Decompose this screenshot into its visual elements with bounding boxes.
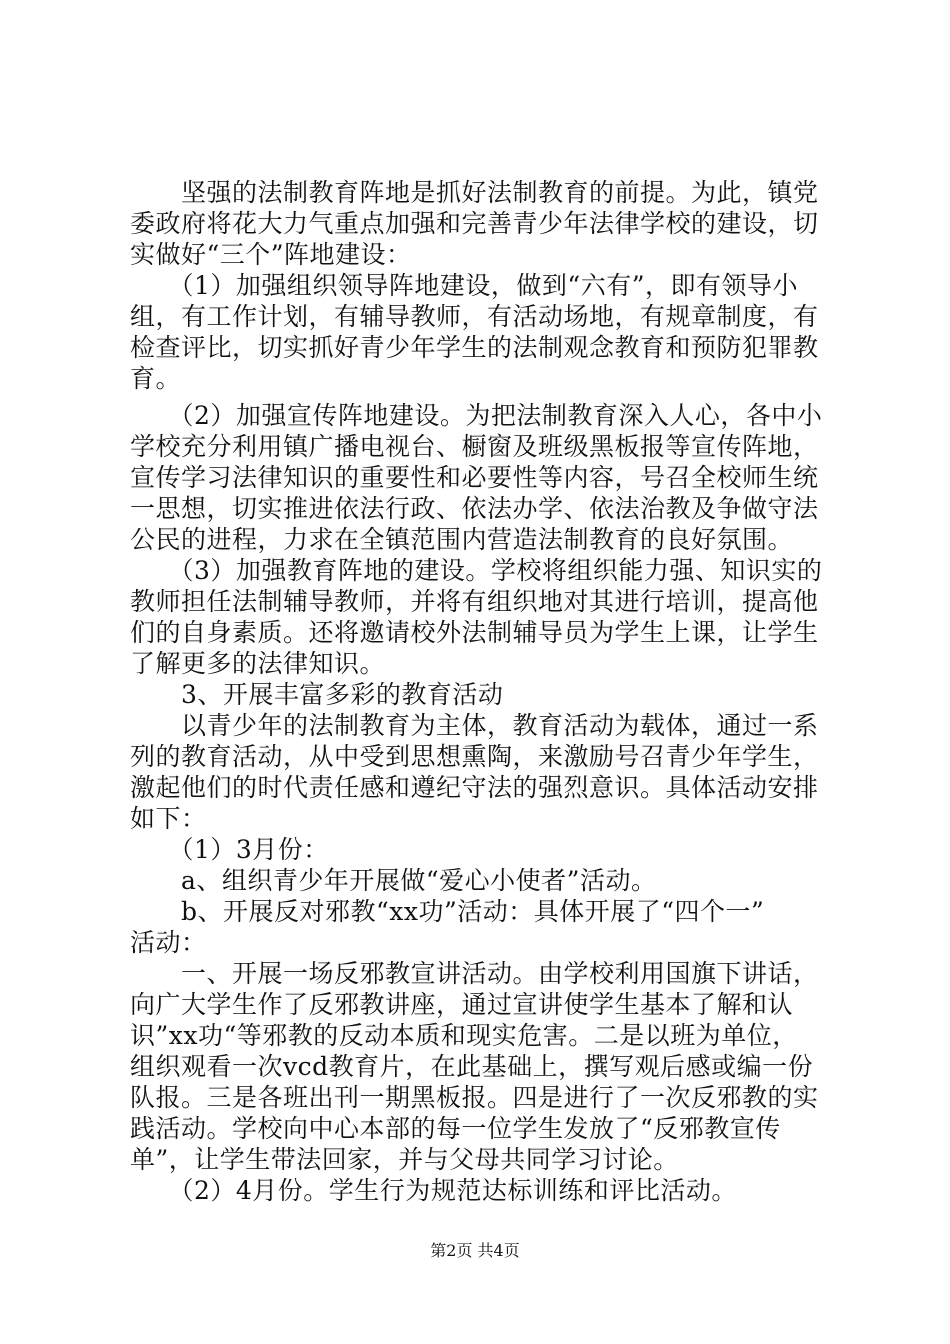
text-line: 一思想，切实推进依法行政、依法办学、依法治教及争做守法 <box>130 494 819 523</box>
text-line: 践活动。学校向中心本部的每一位学生发放了“反邪教宣传 <box>130 1114 781 1143</box>
text-line: 以青少年的法制教育为主体，教育活动为载体，通过一系 <box>130 711 819 740</box>
section-heading: 3、开展丰富多彩的教育活动 <box>130 680 504 709</box>
text-line: 激起他们的时代责任感和遵纪守法的强烈意识。具体活动安排 <box>130 773 819 802</box>
text-line: 检查评比，切实抓好青少年学生的法制观念教育和预防犯罪教 <box>130 333 819 362</box>
text-line: 育。 <box>130 364 182 393</box>
text-line: 学校充分利用镇广播电视台、橱窗及班级黑板报等宣传阵地， <box>130 432 819 461</box>
text-line: 列的教育活动，从中受到思想熏陶，来激励号召青少年学生， <box>130 742 819 771</box>
text-line: （2）4月份。学生行为规范达标训练和评比活动。 <box>130 1176 737 1205</box>
text-line: 委政府将花大力气重点加强和完善青少年法律学校的建设，切 <box>130 209 819 238</box>
text-line: 向广大学生作了反邪教讲座，通过宣讲使学生基本了解和认 <box>130 990 794 1019</box>
text-line: 一、开展一场反邪教宣讲活动。由学校利用国旗下讲话， <box>130 959 819 988</box>
text-line: b、开展反对邪教“xx功”活动：具体开展了“四个一” <box>130 897 765 926</box>
document-body <box>130 177 830 1206</box>
text-line: 公民的进程，力求在全镇范围内营造法制教育的良好氛围。 <box>130 525 794 554</box>
text-line: 单”，让学生带法回家，并与父母共同学习讨论。 <box>130 1145 679 1174</box>
text-line: 实做好“三个”阵地建设： <box>130 240 412 269</box>
text-line: （2）加强宣传阵地建设。为把法制教育深入人心，各中小 <box>130 401 823 430</box>
text-line: 了解更多的法律知识。 <box>130 649 386 678</box>
text-line: 如下： <box>130 804 207 833</box>
text-line: （1）3月份： <box>130 835 329 864</box>
text-line: 们的自身素质。还将邀请校外法制辅导员为学生上课，让学生 <box>130 618 819 647</box>
text-line: （3）加强教育阵地的建设。学校将组织能力强、知识实的 <box>130 556 823 585</box>
text-line: 组织观看一次vcd教育片，在此基础上，撰写观后感或编一份 <box>130 1052 814 1081</box>
text-line: （1）加强组织领导阵地建设，做到“六有”，即有领导小 <box>130 271 798 300</box>
text-line: 组，有工作计划，有辅导教师，有活动场地，有规章制度，有 <box>130 302 819 331</box>
text-line: 队报。三是各班出刊一期黑板报。四是进行了一次反邪教的实 <box>130 1083 819 1112</box>
text-line: a、组织青少年开展做“爱心小使者”活动。 <box>130 866 657 895</box>
text-line: 识”xx功“等邪教的反动本质和现实危害。二是以班为单位， <box>130 1021 798 1050</box>
text-line: 教师担任法制辅导教师，并将有组织地对其进行培训，提高他 <box>130 587 819 616</box>
page-number-footer: 第2页 共4页 <box>430 1241 520 1260</box>
text-line: 宣传学习法律知识的重要性和必要性等内容，号召全校师生统 <box>130 463 819 492</box>
text-line: 活动： <box>130 928 207 957</box>
text-line: 坚强的法制教育阵地是抓好法制教育的前提。为此，镇党 <box>130 178 819 207</box>
